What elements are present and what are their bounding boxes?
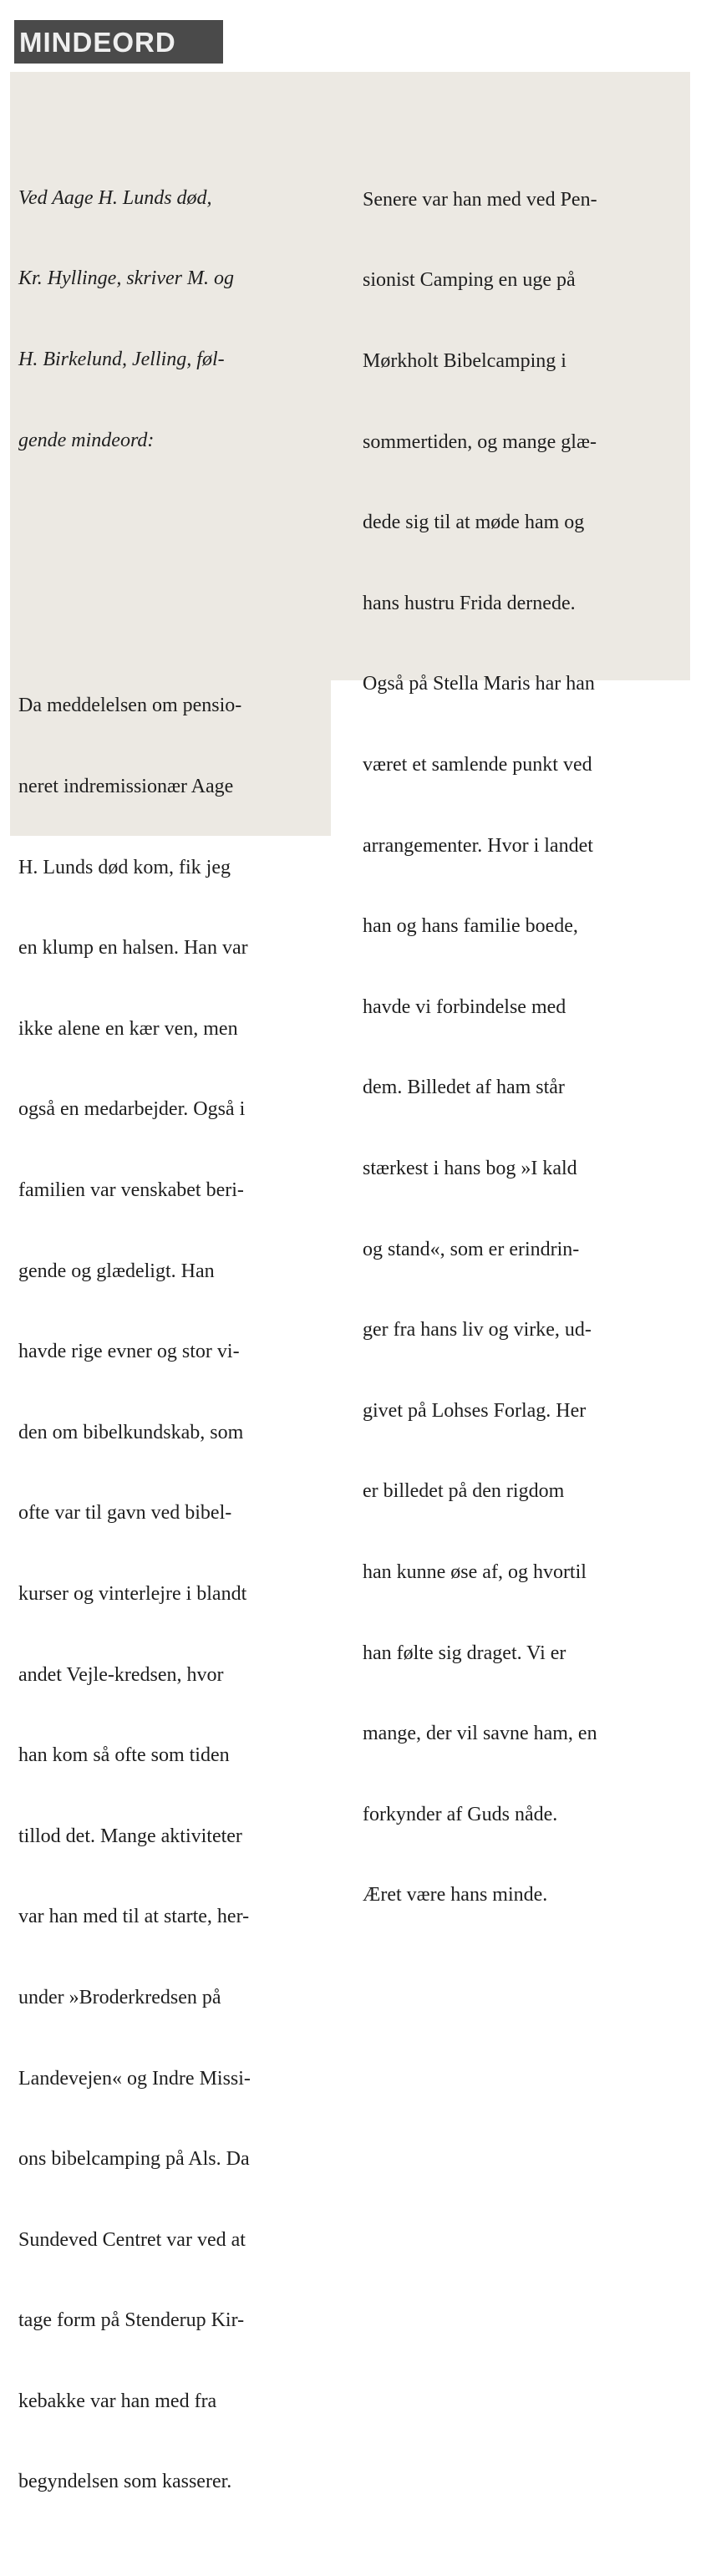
text-line: forkynder af Guds nåde. <box>363 1803 558 1825</box>
text-line: begyndelsen som kasserer. <box>18 2471 232 2493</box>
text-line: kurser og vinterlejre i blandt <box>18 1582 247 1605</box>
text-line: arrangementer. Hvor i landet <box>363 834 593 857</box>
text-line: ikke alene en kær ven, men <box>18 1017 238 1040</box>
text-line: dem. Billedet af ham står <box>363 1077 565 1099</box>
text-line: Æret være hans minde. <box>363 1884 548 1907</box>
text-line: neret indremissionær Aage <box>18 776 234 797</box>
text-line: H. Lunds død kom, fik jeg <box>18 856 231 878</box>
right-column <box>363 79 688 1989</box>
intro-line: Ved Aage H. Lunds død, <box>18 186 212 209</box>
text-line: og stand«, som er erindrin- <box>363 1238 580 1260</box>
text-line: givet på Lohses Forlag. Her <box>363 1399 587 1422</box>
text-line: Landevejen« og Indre Missi- <box>18 2067 251 2090</box>
intro-line: gende mindeord: <box>18 429 155 451</box>
text-line: gende og glædeligt. Han <box>18 1260 215 1282</box>
text-line: Senere var han med ved Pen- <box>363 188 597 211</box>
text-line: sommertiden, og mange glæ- <box>363 430 597 453</box>
intro-line: Kr. Hyllinge, skriver M. og <box>18 267 234 290</box>
text-line: tillod det. Mange aktiviteter <box>18 1825 242 1847</box>
text-line: været et samlende punkt ved <box>363 753 592 776</box>
text-line: den om bibelkundskab, som <box>18 1421 244 1443</box>
text-line: han og hans familie boede, <box>363 915 578 938</box>
text-line: andet Vejle-kredsen, hvor <box>18 1663 224 1686</box>
left-column <box>18 77 328 2576</box>
section-header <box>14 20 223 64</box>
text-line: kebakke var han med fra <box>18 2390 217 2412</box>
body-paragraph-left <box>18 639 328 2549</box>
text-line: havde vi forbindelse med <box>363 995 566 1018</box>
body-paragraph-right <box>363 132 688 1962</box>
text-line: under »Broderkredsen på <box>18 1986 221 2008</box>
text-line: Mørkholt Bibelcamping i <box>363 350 566 372</box>
text-line: sionist Camping en uge på <box>363 269 576 292</box>
text-line: ofte var til gavn ved bibel- <box>18 1502 232 1525</box>
text-line: ons bibelcamping på Als. Da <box>18 2148 250 2171</box>
text-line: havde rige evner og stor vi- <box>18 1341 240 1363</box>
text-line: en klump en halsen. Han var <box>18 937 248 960</box>
text-line: ger fra hans liv og virke, ud- <box>363 1319 592 1341</box>
text-line: han kunne øse af, og hvortil <box>363 1560 587 1583</box>
text-line: han kom så ofte som tiden <box>18 1744 230 1767</box>
paragraph-gap <box>18 562 328 585</box>
text-line: han følte sig draget. Vi er <box>363 1642 566 1664</box>
text-line: Også på Stella Maris har han <box>363 673 595 695</box>
text-line: hans hustru Frida dernede. <box>363 592 576 614</box>
text-line: stærkest i hans bog »I kald <box>363 1157 577 1179</box>
text-line: dede sig til at møde ham og <box>363 512 585 534</box>
text-line: også en medarbejder. Også i <box>18 1098 246 1121</box>
intro-line: H. Birkelund, Jelling, føl- <box>18 349 225 370</box>
text-line: var han med til at starte, her- <box>18 1906 250 1928</box>
text-line: Sundeved Centret var ved at <box>18 2228 246 2251</box>
intro-paragraph <box>18 130 328 507</box>
text-line: familien var venskabet beri- <box>18 1179 244 1201</box>
text-line: tage form på Stenderup Kir- <box>18 2309 245 2332</box>
text-line: mange, der vil savne ham, en <box>363 1723 597 1745</box>
text-line: Da meddelelsen om pensio- <box>18 695 242 717</box>
text-line: er billedet på den rigdom <box>363 1480 565 1503</box>
section-title: MINDEORD <box>19 27 176 58</box>
